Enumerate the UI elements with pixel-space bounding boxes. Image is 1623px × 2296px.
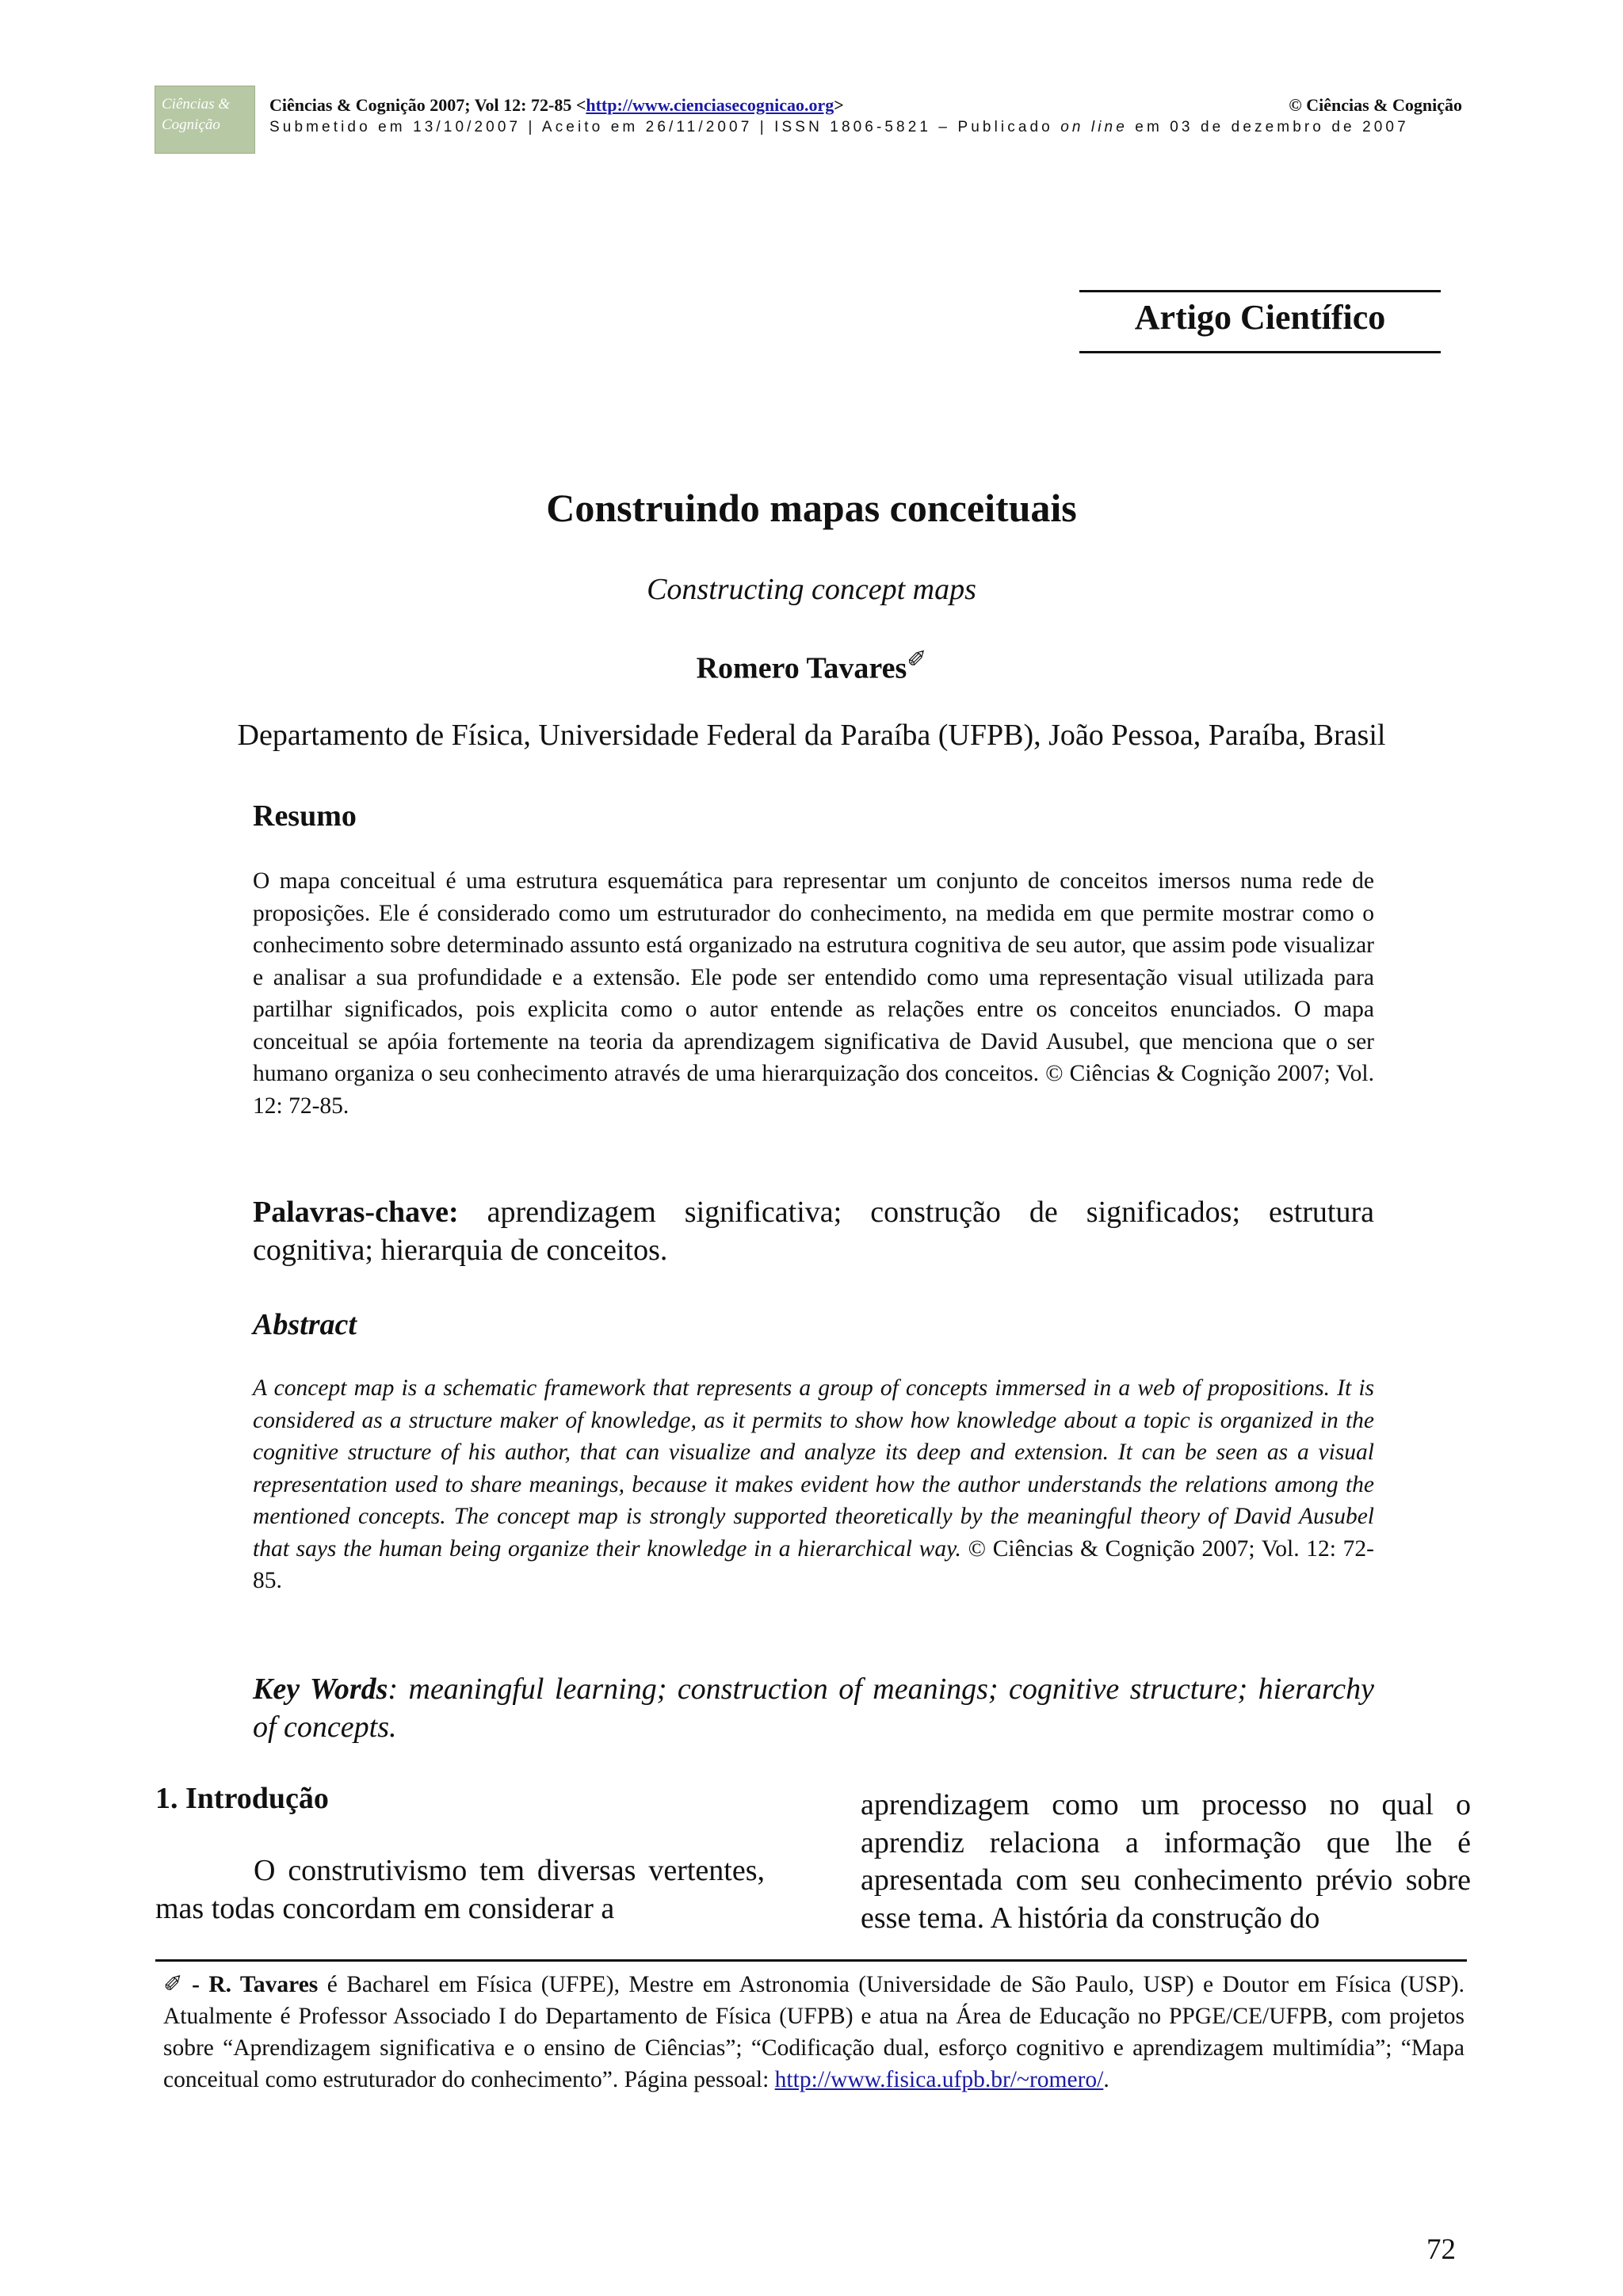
author-affiliation: Departamento de Física, Universidade Federal da Paraíba (UFPB), João Pessoa, Paraíba, Brasil xyxy=(237,719,1386,752)
palavras-chave xyxy=(253,1193,1374,1269)
submission-dates xyxy=(269,119,1462,136)
abstract-heading: Abstract xyxy=(253,1308,357,1341)
journal-citation-line xyxy=(269,95,1462,116)
abstract-text xyxy=(253,1372,1374,1597)
article-title: Construindo mapas conceituais xyxy=(546,486,1077,530)
article-type-rule-top xyxy=(1079,290,1441,292)
footnote-end: . xyxy=(1103,2067,1109,2092)
abstract-body: A concept map is a schematic framework that represents a group of concepts immersed in a web of propositions. It is considered as a structure maker of knowledge, as it permits to show how knowledge about a topic is organized in the cognitive structure of his author, that can visualize and analyze its deep and extension. It can be seen as a visual representation used to share meanings, because it makes evident how the author understands the relations among the mentioned concepts. The concept map is strongly supported theoretically by the meaningful theory of David Ausubel that says the human being organize their knowledge in a hierarchical way. xyxy=(253,1375,1374,1562)
article-type: Artigo Científico xyxy=(1134,298,1386,337)
journal-citation-close: > xyxy=(834,95,844,115)
resumo-heading: Resumo xyxy=(253,799,357,833)
key-words-text: : meaningful learning; construction of meanings; cognitive structure; hierarchy of concepts. xyxy=(253,1672,1374,1744)
abstract-citation: © Ciências & Cognição 2007; Vol. 12: 72-85. xyxy=(253,1535,1374,1593)
footnote-author: - R. Tavares xyxy=(182,1972,319,1997)
publication-date-text: em 03 de dezembro de 2007 xyxy=(1127,119,1409,135)
journal-copyright: © Ciências & Cognição xyxy=(1289,95,1462,115)
resumo-text: O mapa conceitual é uma estrutura esquemática para representar um conjunto de conceitos imersos numa rede de proposições. Ele é considerado como um estruturador do conhecimento, na medida em que permite mostrar como o conhecimento sobre determinado assunto está organizado na estrutura cognitiva de seu autor, que assim pode visualizar e analisar a sua profundidade e a extensão. Ele pode ser entendido como uma representação visual utilizada para partilhar significados, pois explicita como o autor entende as relações entre os conceitos enunciados. O mapa conceitual se apóia fortemente na teoria da aprendizagem significativa de David Ausubel, que menciona que o ser humano organiza o seu conhecimento através de uma hierarquização dos conceitos. © Ciências & Cognição 2007; Vol. 12: 72-85. xyxy=(253,868,1374,1119)
palavras-chave-text: aprendizagem significativa; construção de significados; estrutura cognitiva; hierarquia de conceitos. xyxy=(253,1196,1374,1267)
author-line xyxy=(0,646,1623,686)
body-column-left: O construtivismo tem diversas vertentes, mas todas concordam em considerar a xyxy=(155,1854,765,1925)
article-subtitle: Constructing concept maps xyxy=(647,573,976,606)
footnote-rule xyxy=(155,1959,1467,1962)
personal-page-link[interactable]: http://www.fisica.ufpb.br/~romero/ xyxy=(774,2067,1104,2092)
section-heading: 1. Introdução xyxy=(155,1782,329,1815)
journal-url-link[interactable]: http://www.cienciasecognicao.org xyxy=(586,95,834,115)
article-type-rule-bottom xyxy=(1079,351,1441,353)
key-words xyxy=(253,1670,1374,1746)
journal-logo xyxy=(155,86,255,154)
page-number: 72 xyxy=(1426,2233,1456,2266)
journal-citation: Ciências & Cognição 2007; Vol 12: 72-85 < xyxy=(269,95,586,115)
author-name: Romero Tavares xyxy=(696,651,907,685)
body-column-right: aprendizagem como um processo no qual o aprendiz relaciona a informação que lhe é apresentada com seu conhecimento prévio sobre esse tema. A história da construção do xyxy=(861,1788,1471,1935)
online-text: on line xyxy=(1060,119,1128,135)
pen-icon: ✐ xyxy=(163,1972,183,1997)
submission-dates-text: Submetido em 13/10/2007 | Aceito em 26/11/2007 | ISSN 1806-5821 – Publicado xyxy=(269,119,1061,135)
resumo-section xyxy=(253,799,1374,1122)
pen-icon: ✐ xyxy=(907,646,927,673)
footnote-text: é Bacharel em Física (UFPE), Mestre em Astronomia (Universidade de São Paulo, USP) e Doutor em Física (USP). Atualmente é Professor Associado I do Departamento de Física (UFPB) e atua na Área de Educação no PPGE/CE/UFPB, com projetos sobre “Aprendizagem significativa e o ensino de Ciências”; “Codificação dual, esforço cognitivo e aprendizagem multimídia”; “Mapa conceitual como estruturador do conhecimento”. Página pessoal: xyxy=(163,1972,1465,2092)
abstract-section xyxy=(253,1307,1374,1597)
palavras-chave-label: Palavras-chave: xyxy=(253,1196,459,1229)
author-footnote xyxy=(163,1969,1465,2096)
logo-text: Ciências & Cognição xyxy=(162,96,231,133)
key-words-label: Key Words xyxy=(253,1672,388,1706)
